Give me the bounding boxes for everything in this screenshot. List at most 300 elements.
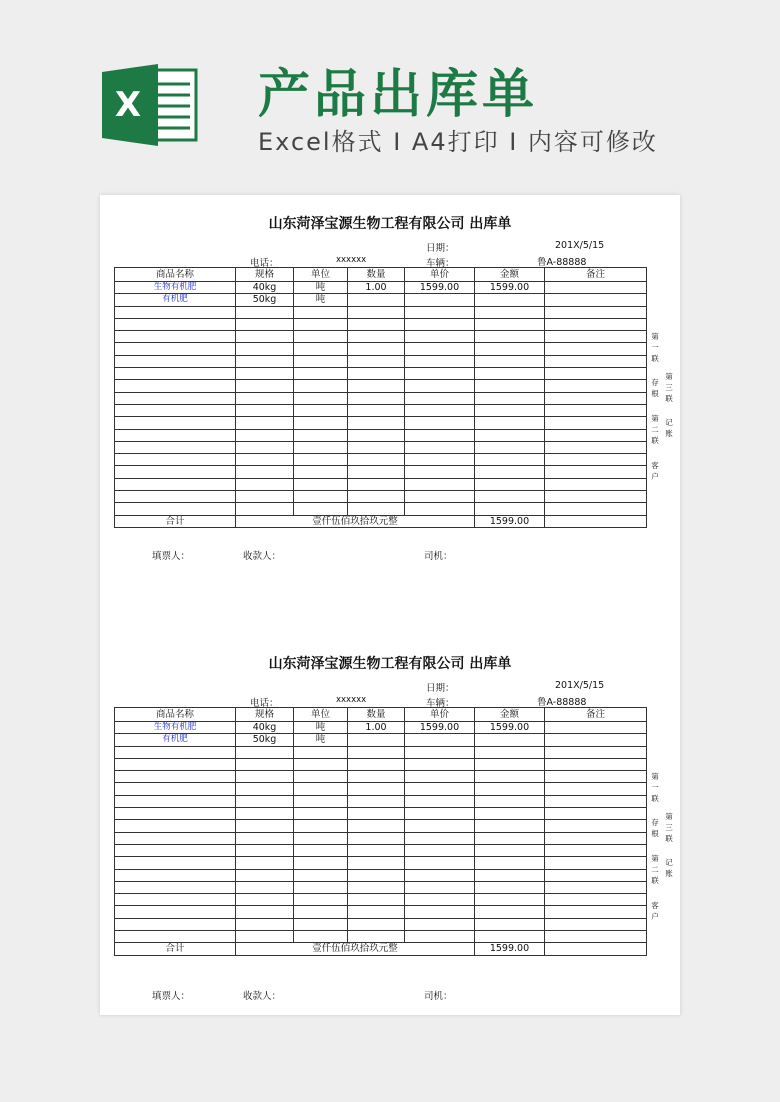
total-label: 合计 — [115, 515, 236, 527]
side-note-copy-two: 第二联 — [651, 854, 659, 885]
side-note-copy-two: 第二联 — [651, 414, 659, 445]
empty-cell — [115, 844, 236, 856]
column-header: 单位 — [294, 708, 348, 722]
empty-cell — [405, 918, 475, 930]
empty-cell — [236, 355, 294, 367]
empty-cell — [475, 808, 545, 820]
driver-label: 司机： — [424, 991, 453, 1002]
page-title: 产品出库单 — [258, 65, 539, 125]
side-note-stub: 存根 — [651, 378, 659, 398]
table-row — [115, 906, 647, 918]
vehicle-label: 车辆： — [426, 258, 455, 269]
table-row — [115, 746, 647, 758]
phone-label: 电话： — [250, 258, 279, 269]
empty-cell — [294, 355, 348, 367]
table-row — [115, 734, 647, 746]
empty-cell — [475, 417, 545, 429]
vehicle-value: 鲁A-88888 — [537, 257, 587, 268]
form-title: 山东菏泽宝源生物工程有限公司 出库单 — [268, 216, 512, 232]
table-row — [115, 343, 647, 355]
empty-cell — [475, 404, 545, 416]
empty-cell — [236, 758, 294, 770]
empty-cell — [236, 491, 294, 503]
product-name-cell: 生物有机肥 — [115, 722, 236, 734]
empty-cell — [115, 808, 236, 820]
empty-cell — [294, 392, 348, 404]
empty-cell — [115, 503, 236, 515]
empty-cell — [545, 331, 647, 343]
empty-cell — [236, 454, 294, 466]
empty-cell — [236, 832, 294, 844]
empty-cell — [405, 503, 475, 515]
empty-cell — [475, 331, 545, 343]
delivery-form-2 — [100, 635, 680, 1002]
empty-cell — [545, 820, 647, 832]
empty-cell — [405, 368, 475, 380]
empty-cell — [348, 491, 405, 503]
table-row — [115, 894, 647, 906]
empty-cell — [475, 857, 545, 869]
receiver-label: 收款人： — [243, 551, 282, 562]
phone-value: xxxxxx — [336, 695, 367, 705]
items-table — [114, 707, 647, 956]
empty-cell — [545, 918, 647, 930]
empty-cell — [405, 380, 475, 392]
unit-cell: 吨 — [294, 294, 348, 306]
empty-cell — [115, 894, 236, 906]
unit-price-cell: 1599.00 — [405, 722, 475, 734]
empty-cell — [236, 318, 294, 330]
empty-cell — [115, 343, 236, 355]
empty-cell — [545, 503, 647, 515]
date-value: 201X/5/15 — [555, 240, 605, 251]
empty-cell — [115, 918, 236, 930]
empty-cell — [545, 515, 647, 527]
empty-cell — [405, 906, 475, 918]
column-header: 单位 — [294, 268, 348, 282]
empty-cell — [348, 758, 405, 770]
empty-cell — [115, 355, 236, 367]
unit-price-cell — [405, 734, 475, 746]
column-header: 单价 — [405, 268, 475, 282]
empty-cell — [545, 318, 647, 330]
empty-cell — [475, 894, 545, 906]
empty-cell — [236, 931, 294, 943]
empty-cell — [236, 503, 294, 515]
empty-cell — [545, 441, 647, 453]
empty-cell — [348, 454, 405, 466]
empty-cell — [348, 894, 405, 906]
empty-cell — [348, 869, 405, 881]
empty-cell — [294, 318, 348, 330]
date-label: 日期： — [426, 243, 455, 254]
unit-price-cell: 1599.00 — [405, 282, 475, 294]
empty-cell — [405, 820, 475, 832]
column-header: 商品名称 — [115, 708, 236, 722]
empty-cell — [236, 746, 294, 758]
empty-cell — [294, 931, 348, 943]
empty-cell — [236, 466, 294, 478]
empty-cell — [405, 318, 475, 330]
table-row — [115, 454, 647, 466]
empty-cell — [348, 808, 405, 820]
empty-cell — [294, 881, 348, 893]
empty-cell — [115, 857, 236, 869]
empty-cell — [348, 429, 405, 441]
empty-cell — [115, 820, 236, 832]
empty-cell — [294, 478, 348, 490]
amount-cell — [475, 294, 545, 306]
empty-cell — [115, 380, 236, 392]
side-note-copy-one: 第一联 — [651, 772, 659, 803]
table-row — [115, 869, 647, 881]
empty-cell — [348, 355, 405, 367]
empty-cell — [405, 441, 475, 453]
table-row — [115, 722, 647, 734]
empty-cell — [348, 771, 405, 783]
empty-cell — [294, 894, 348, 906]
spec-cell: 50kg — [236, 734, 294, 746]
table-row — [115, 881, 647, 893]
table-row — [115, 808, 647, 820]
document-page — [100, 195, 680, 1015]
empty-cell — [236, 881, 294, 893]
empty-cell — [405, 343, 475, 355]
empty-cell — [115, 832, 236, 844]
empty-cell — [405, 306, 475, 318]
empty-cell — [115, 758, 236, 770]
column-header: 金额 — [475, 708, 545, 722]
table-row — [115, 429, 647, 441]
side-note-stub: 存根 — [651, 818, 659, 838]
empty-cell — [236, 306, 294, 318]
table-header-row — [115, 708, 647, 722]
empty-cell — [475, 380, 545, 392]
empty-cell — [545, 844, 647, 856]
empty-cell — [348, 881, 405, 893]
empty-cell — [294, 380, 348, 392]
empty-cell — [236, 820, 294, 832]
empty-cell — [405, 881, 475, 893]
empty-cell — [475, 746, 545, 758]
empty-cell — [475, 771, 545, 783]
empty-cell — [348, 331, 405, 343]
empty-cell — [405, 808, 475, 820]
delivery-form-1 — [100, 195, 680, 562]
empty-cell — [545, 343, 647, 355]
empty-cell — [294, 918, 348, 930]
table-row — [115, 392, 647, 404]
empty-cell — [294, 906, 348, 918]
empty-cell — [348, 906, 405, 918]
column-header: 规格 — [236, 708, 294, 722]
empty-cell — [294, 758, 348, 770]
column-header: 单价 — [405, 708, 475, 722]
empty-cell — [294, 429, 348, 441]
empty-cell — [236, 906, 294, 918]
empty-cell — [294, 331, 348, 343]
empty-cell — [294, 820, 348, 832]
empty-cell — [405, 869, 475, 881]
empty-cell — [115, 331, 236, 343]
empty-cell — [475, 869, 545, 881]
empty-cell — [348, 441, 405, 453]
side-note-customer: 客户 — [651, 901, 659, 921]
empty-cell — [405, 454, 475, 466]
empty-cell — [475, 844, 545, 856]
empty-cell — [115, 392, 236, 404]
empty-cell — [348, 783, 405, 795]
empty-cell — [236, 368, 294, 380]
empty-cell — [475, 758, 545, 770]
empty-cell — [545, 881, 647, 893]
empty-cell — [475, 931, 545, 943]
empty-cell — [545, 392, 647, 404]
empty-cell — [475, 820, 545, 832]
remark-cell — [545, 282, 647, 294]
table-row — [115, 331, 647, 343]
spec-cell: 50kg — [236, 294, 294, 306]
empty-cell — [294, 306, 348, 318]
empty-cell — [475, 441, 545, 453]
table-row — [115, 844, 647, 856]
filler-label: 填票人： — [152, 551, 191, 562]
empty-cell — [236, 844, 294, 856]
empty-cell — [115, 417, 236, 429]
empty-cell — [475, 491, 545, 503]
total-in-words: 壹仟伍佰玖拾玖元整 — [236, 943, 475, 955]
empty-cell — [236, 857, 294, 869]
empty-cell — [115, 466, 236, 478]
date-value: 201X/5/15 — [555, 680, 605, 691]
empty-cell — [348, 931, 405, 943]
empty-cell — [236, 808, 294, 820]
quantity-cell — [348, 294, 405, 306]
empty-cell — [115, 746, 236, 758]
column-header: 规格 — [236, 268, 294, 282]
table-row — [115, 380, 647, 392]
empty-cell — [236, 918, 294, 930]
empty-cell — [348, 404, 405, 416]
amount-cell — [475, 734, 545, 746]
spec-cell: 40kg — [236, 282, 294, 294]
driver-label: 司机： — [424, 551, 453, 562]
empty-cell — [294, 857, 348, 869]
column-header: 备注 — [545, 268, 647, 282]
empty-cell — [405, 857, 475, 869]
empty-cell — [348, 380, 405, 392]
empty-cell — [294, 466, 348, 478]
empty-cell — [348, 832, 405, 844]
empty-cell — [294, 454, 348, 466]
empty-cell — [348, 503, 405, 515]
empty-cell — [545, 771, 647, 783]
unit-cell: 吨 — [294, 282, 348, 294]
side-note-accounting: 记账 — [665, 858, 673, 878]
empty-cell — [405, 331, 475, 343]
empty-cell — [115, 771, 236, 783]
total-amount: 1599.00 — [475, 515, 545, 527]
table-row — [115, 294, 647, 306]
side-note-accounting: 记账 — [665, 418, 673, 438]
empty-cell — [405, 478, 475, 490]
empty-cell — [405, 832, 475, 844]
empty-cell — [236, 331, 294, 343]
empty-cell — [475, 454, 545, 466]
empty-cell — [475, 392, 545, 404]
side-note-copy-three: 第三联 — [665, 812, 673, 843]
empty-cell — [405, 429, 475, 441]
unit-cell: 吨 — [294, 722, 348, 734]
empty-cell — [545, 491, 647, 503]
table-row — [115, 832, 647, 844]
empty-cell — [405, 746, 475, 758]
table-row — [115, 820, 647, 832]
empty-cell — [545, 380, 647, 392]
column-header: 数量 — [348, 268, 405, 282]
empty-cell — [545, 869, 647, 881]
empty-cell — [294, 771, 348, 783]
empty-cell — [545, 355, 647, 367]
empty-cell — [545, 404, 647, 416]
empty-cell — [405, 491, 475, 503]
date-label: 日期： — [426, 683, 455, 694]
empty-cell — [405, 417, 475, 429]
table-row — [115, 918, 647, 930]
empty-cell — [294, 343, 348, 355]
empty-cell — [115, 478, 236, 490]
empty-cell — [405, 758, 475, 770]
empty-cell — [236, 343, 294, 355]
empty-cell — [115, 795, 236, 807]
product-name-cell: 有机肥 — [115, 734, 236, 746]
header — [0, 0, 780, 190]
empty-cell — [475, 832, 545, 844]
quantity-cell: 1.00 — [348, 282, 405, 294]
quantity-cell — [348, 734, 405, 746]
empty-cell — [545, 894, 647, 906]
empty-cell — [545, 758, 647, 770]
empty-cell — [294, 503, 348, 515]
svg-text:X: X — [114, 85, 142, 125]
unit-cell: 吨 — [294, 734, 348, 746]
empty-cell — [545, 746, 647, 758]
table-header-row — [115, 268, 647, 282]
empty-cell — [294, 368, 348, 380]
empty-cell — [405, 392, 475, 404]
empty-cell — [294, 832, 348, 844]
empty-cell — [348, 318, 405, 330]
empty-cell — [115, 306, 236, 318]
vehicle-label: 车辆： — [426, 698, 455, 709]
empty-cell — [405, 355, 475, 367]
filler-label: 填票人： — [152, 991, 191, 1002]
column-header: 备注 — [545, 708, 647, 722]
empty-cell — [294, 844, 348, 856]
empty-cell — [115, 454, 236, 466]
empty-cell — [294, 417, 348, 429]
table-row — [115, 783, 647, 795]
column-header: 数量 — [348, 708, 405, 722]
empty-cell — [294, 795, 348, 807]
empty-cell — [405, 931, 475, 943]
empty-cell — [348, 417, 405, 429]
side-note-copy-one: 第一联 — [651, 332, 659, 363]
empty-cell — [236, 771, 294, 783]
empty-cell — [475, 355, 545, 367]
empty-cell — [545, 795, 647, 807]
empty-cell — [545, 931, 647, 943]
empty-cell — [115, 404, 236, 416]
empty-cell — [115, 491, 236, 503]
empty-cell — [348, 795, 405, 807]
empty-cell — [475, 881, 545, 893]
table-row — [115, 282, 647, 294]
table-row — [115, 306, 647, 318]
empty-cell — [236, 478, 294, 490]
empty-cell — [475, 503, 545, 515]
empty-cell — [475, 466, 545, 478]
empty-cell — [475, 368, 545, 380]
empty-cell — [348, 368, 405, 380]
empty-cell — [545, 417, 647, 429]
empty-cell — [236, 429, 294, 441]
empty-cell — [475, 795, 545, 807]
empty-cell — [115, 368, 236, 380]
empty-cell — [405, 771, 475, 783]
empty-cell — [545, 943, 647, 955]
receiver-label: 收款人： — [243, 991, 282, 1002]
empty-cell — [236, 417, 294, 429]
empty-cell — [115, 318, 236, 330]
table-row — [115, 931, 647, 943]
empty-cell — [236, 441, 294, 453]
empty-cell — [545, 832, 647, 844]
amount-cell: 1599.00 — [475, 722, 545, 734]
excel-icon — [102, 64, 200, 146]
empty-cell — [545, 368, 647, 380]
empty-cell — [115, 441, 236, 453]
total-in-words: 壹仟伍佰玖拾玖元整 — [236, 515, 475, 527]
empty-cell — [545, 906, 647, 918]
total-row — [115, 943, 647, 955]
page-subtitle: Excel格式 I A4打印 I 内容可修改 — [258, 128, 658, 156]
spec-cell: 40kg — [236, 722, 294, 734]
empty-cell — [545, 454, 647, 466]
empty-cell — [545, 466, 647, 478]
empty-cell — [294, 783, 348, 795]
empty-cell — [115, 931, 236, 943]
empty-cell — [405, 466, 475, 478]
form-title: 山东菏泽宝源生物工程有限公司 出库单 — [268, 656, 512, 672]
total-amount: 1599.00 — [475, 943, 545, 955]
table-row — [115, 466, 647, 478]
empty-cell — [545, 783, 647, 795]
empty-cell — [115, 906, 236, 918]
table-row — [115, 441, 647, 453]
empty-cell — [475, 343, 545, 355]
empty-cell — [348, 343, 405, 355]
total-label: 合计 — [115, 943, 236, 955]
empty-cell — [475, 429, 545, 441]
empty-cell — [236, 380, 294, 392]
empty-cell — [115, 869, 236, 881]
phone-label: 电话： — [250, 698, 279, 709]
empty-cell — [475, 478, 545, 490]
side-note-copy-three: 第三联 — [665, 372, 673, 403]
remark-cell — [545, 734, 647, 746]
items-table — [114, 267, 647, 528]
